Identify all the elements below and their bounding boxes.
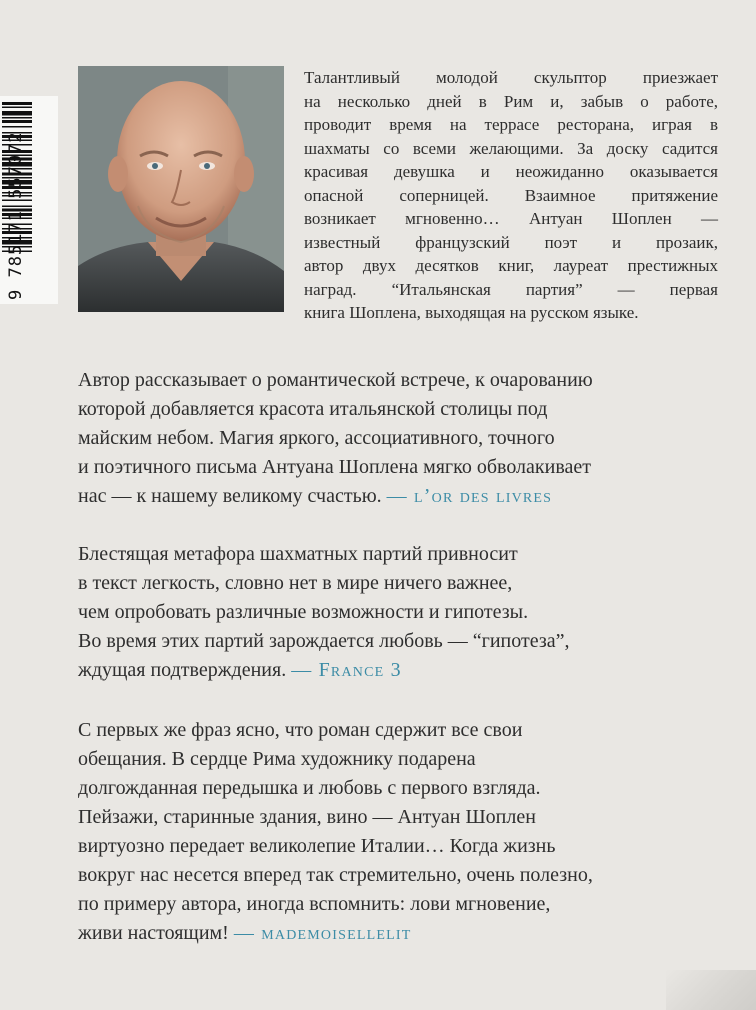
description-line: возникает мгновенно… Антуан Шоплен — [304, 209, 718, 228]
quote-source: — France 3 [291, 659, 402, 681]
review-quote [78, 540, 698, 685]
description-line: автор двух десятков книг, лауреат престижных [304, 256, 718, 275]
quote-line: Автор рассказывает о романтической встрече, к очарованию [78, 369, 593, 391]
quote-line: майским небом. Магия яркого, ассоциативного, точного [78, 427, 555, 449]
review-quote [78, 716, 698, 948]
quote-line: чем опробовать различные возможности и гипотезы. [78, 601, 529, 623]
description-line: проводит время на террасе ресторана, играя в [304, 115, 718, 134]
quote-line: вокруг нас несется вперед так стремительно, очень полезно, [78, 864, 593, 886]
author-photo [78, 66, 284, 312]
description-line: шахматы со всеми желающими. За доску садится [304, 138, 718, 158]
quote-source: — l’or des livres [386, 485, 553, 507]
description-line: красивая девушка и неожиданно оказывается [304, 162, 718, 181]
description-line: наград. “Итальянская партия” — первая [304, 279, 718, 299]
description-line: книга Шоплена, выходящая на русском языке. [304, 303, 639, 322]
description-line: Талантливый молодой скульптор приезжает [304, 68, 718, 87]
quote-source: — mademoisellelit [233, 922, 412, 944]
description-line: известный французский поэт и прозаик, [304, 232, 718, 252]
quote-line: по примеру автора, иногда вспомнить: лови мгновение, [78, 893, 551, 915]
quote-line: обещания. В сердце Рима художнику подарена [78, 748, 476, 770]
quote-line: ждущая подтверждения. [78, 659, 287, 681]
quote-line: живи настоящим! [78, 922, 229, 944]
quote-line: в текст легкость, словно нет в мире ничего важнее, [78, 572, 513, 594]
description-line: опасной соперницей. Взаимное притяжение [304, 185, 718, 205]
quote-line: виртуозно передает великолепие Италии… Когда жизнь [78, 835, 556, 857]
quote-line: Пейзажи, старинные здания, вино — Антуан Шоплен [78, 806, 536, 828]
book-description [304, 66, 718, 325]
background-shadow [666, 970, 756, 1010]
quote-line: долгожданная передышка и любовь с первого взгляда. [78, 777, 541, 799]
review-quote [78, 366, 698, 511]
quote-line: которой добавляется красота итальянской столицы под [78, 398, 548, 420]
quote-line: и поэтичного письма Антуана Шоплена мягко обволакивает [78, 456, 592, 478]
author-portrait [78, 66, 284, 312]
description-line: на несколько дней в Рим и, забыв о работе, [304, 91, 718, 111]
quote-line: С первых же фраз ясно, что роман сдержит все свои [78, 719, 523, 741]
quote-line: Во время этих партий зарождается любовь — “гипотеза”, [78, 630, 570, 652]
quote-line: Блестящая метафора шахматных партий привносит [78, 543, 518, 565]
isbn-digits: 9 785171 557072 [6, 131, 26, 300]
quote-line: нас — к нашему великому счастью. [78, 485, 382, 507]
